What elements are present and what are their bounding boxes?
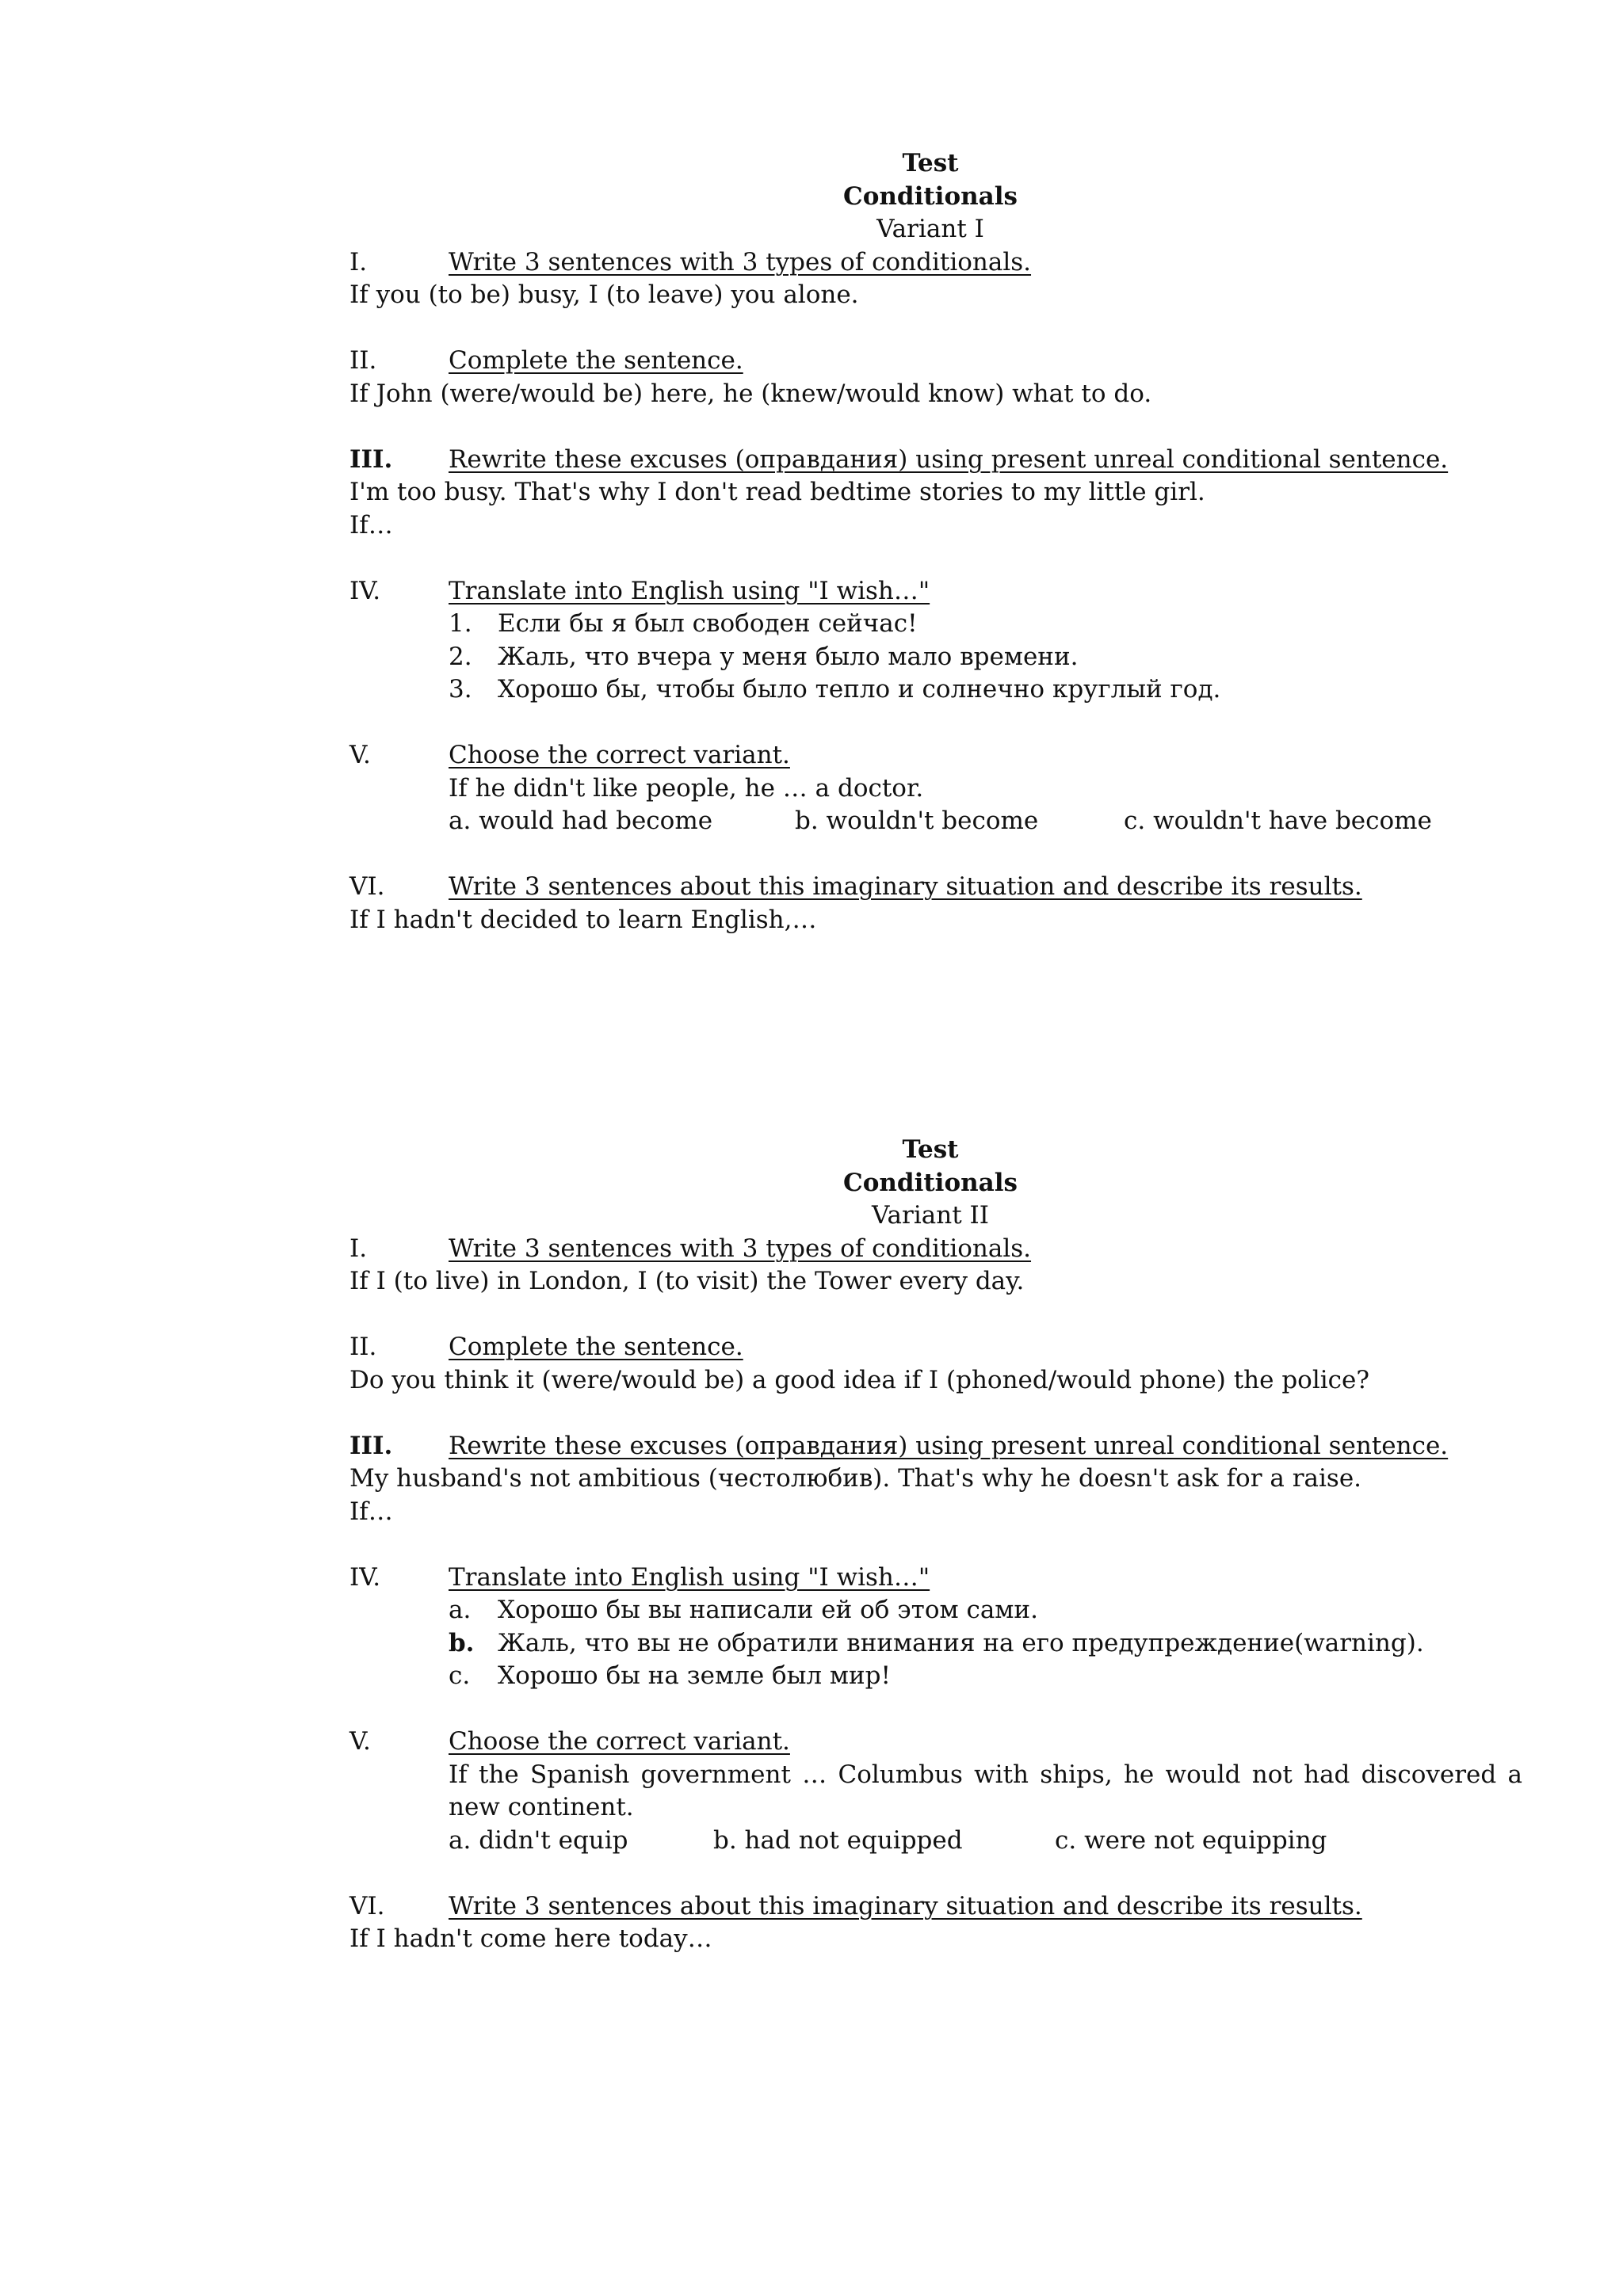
task-6-text: If I hadn't decided to learn English,…	[349, 905, 817, 934]
task-1-text: If you (to be) busy, I (to leave) you alone.	[349, 280, 859, 309]
list-item: b. Жаль, что вы не обратили внимания на его предупреждение(warning).	[449, 1628, 1424, 1657]
task-2-text: If John (were/would be) here, he (knew/would know) what to do.	[349, 379, 1152, 408]
task-number: V.	[349, 1727, 371, 1756]
task-number: I.	[349, 1234, 368, 1263]
task-3-text: My husband's not ambitious (честолюбив). That's why he doesn't ask for a raise.	[349, 1464, 1362, 1493]
task-instruction: Write 3 sentences with 3 types of conditionals.	[449, 247, 1032, 277]
task-6-heading	[349, 871, 1522, 904]
list-item: 2. Жаль, что вчера у меня было мало времени.	[449, 642, 1079, 671]
task-3-heading	[349, 444, 1522, 477]
option-b: b. wouldn't become	[795, 807, 1039, 835]
task-instruction: Choose the correct variant.	[449, 1727, 790, 1756]
task-number: I.	[349, 247, 368, 277]
task-5-options	[349, 1825, 1522, 1858]
task-3-prompt: If…	[349, 510, 393, 540]
topic-title: Conditionals	[843, 181, 1018, 211]
task-6-text: If I hadn't come here today…	[349, 1924, 712, 1953]
test-title: Test	[902, 1135, 959, 1164]
task-instruction: Rewrite these excuses (оправдания) using present unreal conditional sentence.	[449, 1431, 1449, 1460]
task-2-text: Do you think it (were/would be) a good idea if I (phoned/would phone) the police?	[349, 1365, 1369, 1394]
option-a: a. would had become	[449, 807, 713, 835]
task-instruction: Rewrite these excuses (оправдания) using present unreal conditional sentence.	[449, 444, 1449, 474]
task-3-text: I'm too busy. That's why I don't read bedtime stories to my little girl.	[349, 478, 1205, 506]
task-3-prompt: If…	[349, 1497, 393, 1526]
task-2-heading	[349, 345, 1522, 378]
task-4-heading	[349, 575, 1522, 608]
list-item: 1. Если бы я был свободен сейчас!	[449, 609, 918, 638]
task-instruction: Write 3 sentences about this imaginary situation and describe its results.	[449, 1891, 1362, 1920]
task-2-heading	[349, 1331, 1522, 1364]
task-instruction: Write 3 sentences with 3 types of conditionals.	[449, 1234, 1032, 1263]
test-title: Test	[902, 149, 959, 177]
list-item: a. Хорошо бы вы написали ей об этом сами.	[449, 1596, 1038, 1624]
task-5-options	[349, 805, 1522, 838]
task-number: V.	[349, 741, 371, 769]
task-instruction: Write 3 sentences about this imaginary situation and describe its results.	[449, 872, 1362, 901]
variant-label: Variant II	[871, 1201, 989, 1230]
task-5-question: If the Spanish government … Columbus with ships, he would not had discovered a new continent.	[449, 1760, 1522, 1821]
task-instruction: Complete the sentence.	[449, 346, 743, 375]
task-instruction: Complete the sentence.	[449, 1333, 743, 1361]
list-item: c. Хорошо бы на земле был мир!	[449, 1661, 891, 1690]
task-instruction: Choose the correct variant.	[449, 741, 790, 769]
task-instruction: Translate into English using "I wish…"	[449, 576, 930, 605]
task-number: III.	[349, 444, 393, 474]
topic-title: Conditionals	[843, 1168, 1018, 1197]
option-c: c. wouldn't have become	[1124, 807, 1432, 835]
task-number: III.	[349, 1431, 393, 1460]
option-b: b. had not equipped	[713, 1825, 963, 1855]
task-1-heading	[349, 246, 1522, 280]
task-number: IV.	[349, 1562, 381, 1592]
task-5-question: If he didn't like people, he … a doctor.	[449, 773, 924, 803]
task-1-text: If I (to live) in London, I (to visit) the Tower every day.	[349, 1267, 1025, 1295]
task-number: II.	[349, 1333, 377, 1361]
task-4-heading	[349, 1562, 1522, 1595]
variant-label: Variant I	[876, 215, 984, 243]
list-item: 3. Хорошо бы, чтобы было тепло и солнечно круглый год.	[449, 675, 1221, 704]
task-number: VI.	[349, 1891, 385, 1920]
task-number: II.	[349, 346, 377, 375]
option-a: a. didn't equip	[449, 1825, 628, 1855]
task-3-heading	[349, 1430, 1522, 1463]
task-6-heading	[349, 1890, 1522, 1924]
task-instruction: Translate into English using "I wish…"	[449, 1562, 930, 1592]
variant-1-section	[349, 147, 1522, 936]
option-c: c. were not equipping	[1055, 1825, 1327, 1855]
task-number: IV.	[349, 576, 381, 605]
task-1-heading	[349, 1233, 1522, 1266]
task-5-heading	[349, 739, 1522, 772]
task-number: VI.	[349, 872, 385, 901]
task-5-heading	[349, 1726, 1522, 1759]
variant-2-section	[349, 1134, 1522, 1956]
